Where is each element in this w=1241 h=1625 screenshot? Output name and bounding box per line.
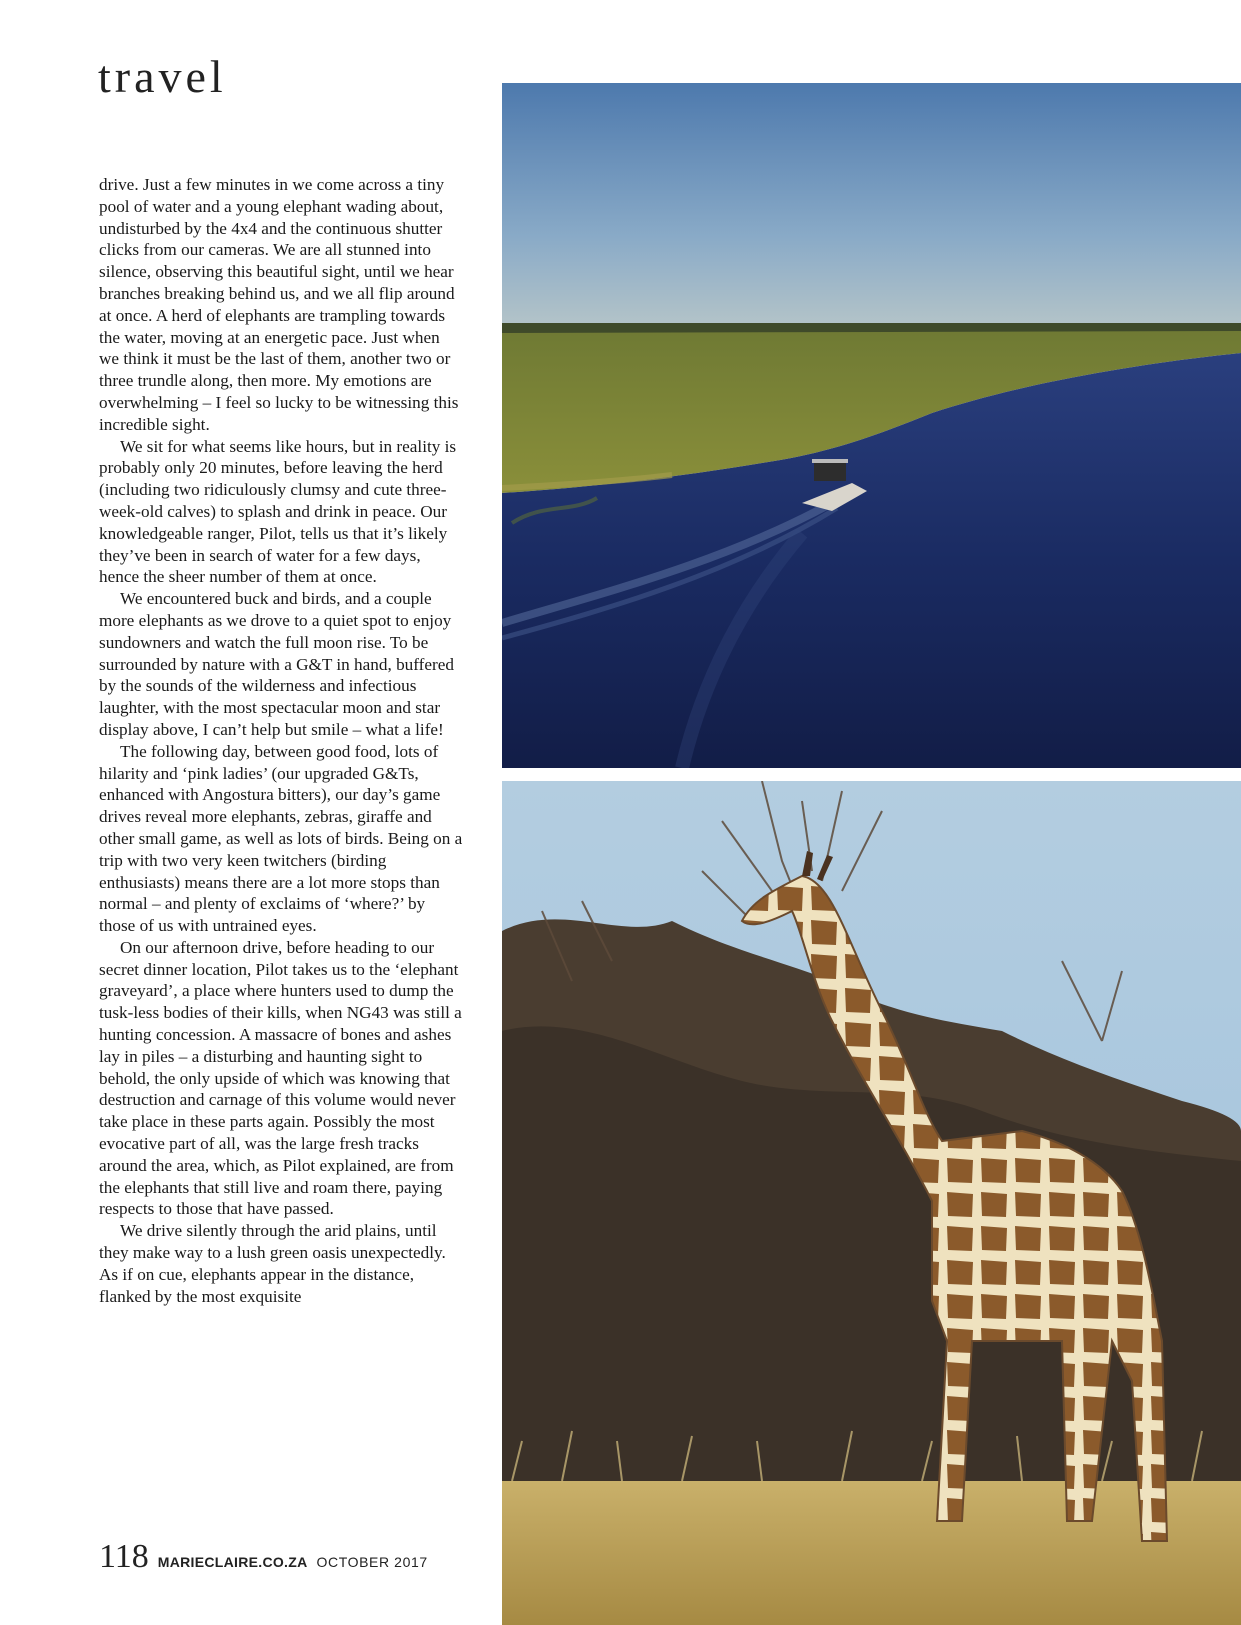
page-footer bbox=[99, 1538, 428, 1576]
article-paragraph: The following day, between good food, lots of hilarity and ‘pink ladies’ (our upgraded G&Ts, enhanced with Angostura bitters), our day’s game drives reveal more elephants, zebras, giraffe and other small game, as well as lots of birds. Being on a trip with two very keen twitchers (birding enthusiasts) means there are a lot more stops than normal – and plenty of exclaims of ‘where?’ by those of us with untrained eyes. bbox=[99, 741, 463, 936]
article-paragraph: We encountered buck and birds, and a couple more elephants as we drove to a quiet spot to enjoy sundowners and watch the full moon rise. To be surrounded by nature with a G&T in hand, buffered by the sounds of the wilderness and infectious laughter, with the most spectacular moon and star display above, I can’t help but smile – what a life! bbox=[99, 589, 454, 739]
article-paragraph: We drive silently through the arid plains, until they make way to a lush green oasis unexpectedly. As if on cue, elephants appear in the distance, flanked by the most exquisite bbox=[99, 1221, 446, 1306]
section-title: travel bbox=[98, 51, 227, 102]
article-paragraph: drive. Just a few minutes in we come across a tiny pool of water and a young elephant wading about, undisturbed by the 4x4 and the continuous shutter clicks from our cameras. We are all stunned into silence, observing this beautiful sight, until we hear branches breaking behind us, and we all flip around at once. A herd of elephants are trampling towards the water, moving at an energetic pace. Just when we think it must be the last of them, another two or three trundle along, then more. My emotions are overwhelming – I feel so lucky to be witnessing this incredible sight. bbox=[99, 175, 459, 434]
river-boat-photo bbox=[502, 83, 1241, 768]
article-paragraph: On our afternoon drive, before heading to our secret dinner location, Pilot takes us to the ‘elephant graveyard’, a place where hunters used to dump the tusk-less bodies of their kills, when NG43 was still a hunting concession. A massacre of bones and ashes lay in piles – a disturbing and haunting sight to behold, the only upside of which was knowing that destruction and carnage of this volume would never take place in these parts again. Possibly the most evocative part of all, was the large fresh tracks around the area, which, as Pilot explained, are from the elephants that still live and roam there, paying respects to those that have passed. bbox=[99, 937, 462, 1219]
article-body bbox=[99, 174, 464, 1307]
site-name: MARIECLAIRE.CO.ZA bbox=[157, 1554, 308, 1570]
page-number: 118 bbox=[99, 1538, 149, 1575]
giraffe-photo bbox=[502, 781, 1241, 1625]
issue-date: OCTOBER 2017 bbox=[316, 1554, 428, 1570]
article-paragraph: We sit for what seems like hours, but in reality is probably only 20 minutes, before leaving the herd (including two ridiculously clumsy and cute three-week-old calves) to splash and drink in peace. Our knowledgeable ranger, Pilot, tells us that it’s likely they’ve been in search of water for a few days, hence the sheer number of them at once. bbox=[99, 436, 457, 587]
